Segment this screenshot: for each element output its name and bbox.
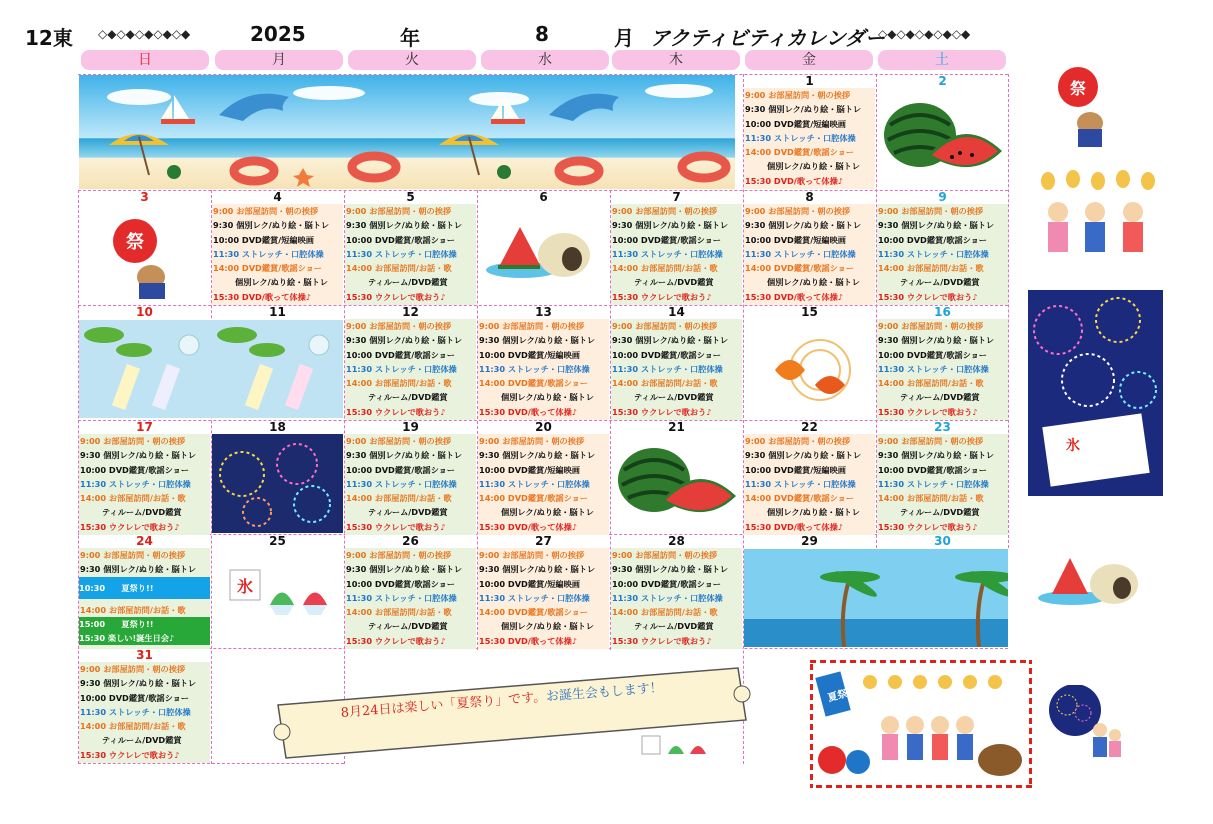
activity-line: ティルーム/DVD鑑賞 (634, 621, 714, 632)
activity-line: 15:30 ウクレレで歌おう♪ (80, 521, 180, 532)
activity-line: 個別レク/ぬり絵・脳トレ (501, 621, 594, 632)
activity-line: 11:30 ストレッチ・口腔体操 (745, 132, 856, 143)
activity-line: ティルーム/DVD鑑賞 (900, 392, 980, 403)
activity-line: 15:30 ウクレレで歌おう♪ (346, 635, 446, 646)
day-number: 25 (212, 535, 343, 548)
day-number: 12 (345, 306, 476, 319)
activity-line: 14:00 お部屋訪問/お話・歌 (346, 493, 452, 504)
activity-line: 15:30 楽しい!誕生日会♪ (79, 631, 210, 645)
activity-line: 10:00 DVD鑑賞/短編映画 (745, 118, 846, 129)
palm-beach-illustration (744, 549, 1008, 647)
activity-line: 11:30 ストレッチ・口腔体操 (612, 248, 723, 259)
day-number: 5 (345, 191, 476, 204)
activity-line: ティルーム/DVD鑑賞 (634, 277, 714, 288)
activity-line: 9:30 個別レク/ぬり絵・脳トレ (612, 220, 729, 231)
activity-line: 11:30 ストレッチ・口腔体操 (878, 248, 989, 259)
activity-line: 9:00 お部屋訪問・朝の挨拶 (346, 436, 452, 446)
activity-line: 11:30 ストレッチ・口腔体操 (612, 592, 723, 603)
activity-line: 9:30 個別レク/ぬり絵・脳トレ (745, 220, 862, 231)
day-number: 2 (877, 75, 1008, 88)
day-number: 28 (611, 535, 742, 548)
activity-list (346, 548, 475, 648)
activity-list (745, 434, 874, 534)
activity-line: 9:30 個別レク/ぬり絵・脳トレ (612, 335, 729, 346)
day-number: 8 (744, 191, 875, 204)
activity-line: 9:30 個別レク/ぬり絵・脳トレ (346, 335, 463, 346)
activity-line: 10:00 DVD鑑賞/短編映画 (745, 464, 846, 475)
day-number: 11 (212, 306, 343, 319)
activity-line: 10:00 DVD鑑賞/歌謡ショー (80, 464, 189, 475)
fireworks-family-icon (1045, 685, 1125, 760)
activity-line: 11:30 ストレッチ・口腔体操 (80, 706, 191, 717)
activity-line: 個別レク/ぬり絵・脳トレ (767, 507, 860, 518)
activity-list (346, 319, 475, 419)
day-number: 9 (877, 191, 1008, 204)
day-cell-7 (611, 191, 742, 305)
activity-line: 9:00 お部屋訪問・朝の挨拶 (479, 436, 585, 446)
activity-line: 14:00 お部屋訪問/お話・歌 (878, 263, 984, 274)
day-number: 27 (478, 535, 609, 548)
day-number: 18 (212, 421, 343, 434)
natsumatsuri-label: 夏祭り (826, 685, 859, 705)
activity-line: 9:00 お部屋訪問・朝の挨拶 (878, 321, 984, 331)
weekday-fri: 金 (745, 50, 873, 70)
activity-line: 11:30 ストレッチ・口腔体操 (479, 592, 590, 603)
activity-line: 9:00 お部屋訪問・朝の挨拶 (346, 550, 452, 560)
activity-line: 9:30 個別レク/ぬり絵・脳トレ (80, 678, 197, 689)
year-label: 年 (400, 26, 420, 50)
activity-line: 11:30 ストレッチ・口腔体操 (80, 478, 191, 489)
activity-line: ティルーム/DVD鑑賞 (900, 507, 980, 518)
day-cell-13 (478, 306, 609, 420)
day-cell-17 (79, 421, 210, 535)
activity-line: 9:30 個別レク/ぬり絵・脳トレ (745, 450, 862, 461)
activity-line: 11:30 ストレッチ・口腔体操 (479, 478, 590, 489)
activity-list (479, 319, 608, 419)
activity-line: 10:00 DVD鑑賞/歌謡ショー (346, 464, 455, 475)
watermelon-icon (880, 95, 1005, 185)
day-cell-31 (79, 649, 210, 763)
activity-line: 9:30 個別レク/ぬり絵・脳トレ (346, 220, 463, 231)
day-cell-22 (744, 421, 875, 535)
activity-line: 14:00 お部屋訪問/お話・歌 (612, 607, 718, 618)
day-cell-23 (877, 421, 1008, 535)
weekday-mon: 月 (215, 50, 343, 70)
activity-line: 9:00 お部屋訪問・朝の挨拶 (878, 436, 984, 446)
day-cell-19 (345, 421, 476, 535)
activity-line: 11:30 ストレッチ・口腔体操 (745, 248, 856, 259)
day-number: 16 (877, 306, 1008, 319)
header-decoration-left: ◇◆◇◆◇◆◇◆◇◆ (98, 27, 191, 41)
activity-line: 14:00 DVD鑑賞/歌謡ショー (479, 378, 588, 389)
day-cell-26 (345, 535, 476, 649)
day-cell-20 (478, 421, 609, 535)
activity-line: 11:30 ストレッチ・口腔体操 (346, 478, 457, 489)
activity-line: ティルーム/DVD鑑賞 (368, 621, 448, 632)
activity-line: 9:30 個別レク/ぬり絵・脳トレ (346, 450, 463, 461)
activity-line: 11:30 ストレッチ・口腔体操 (346, 248, 457, 259)
weekday-wed: 水 (481, 50, 609, 70)
beach-illustration (79, 75, 735, 189)
activity-line: 15:30 ウクレレで歌おう♪ (612, 291, 712, 302)
activity-line: 9:30 個別レク/ぬり絵・脳トレ (213, 220, 330, 231)
activity-line: ティルーム/DVD鑑賞 (368, 392, 448, 403)
activity-line: 個別レク/ぬり絵・脳トレ (501, 507, 594, 518)
header-decoration-right: ◇◆◇◆◇◆◇◆◇◆ (878, 27, 971, 41)
activity-line: 10:00 DVD鑑賞/歌謡ショー (612, 578, 721, 589)
activity-list (878, 434, 1007, 534)
activity-line: 14:00 お部屋訪問/お話・歌 (346, 263, 452, 274)
activity-line: 10:00 DVD鑑賞/短編映画 (213, 234, 314, 245)
calendar-month: 8 (535, 22, 549, 46)
activity-list (479, 548, 608, 648)
activity-line: 14:00 DVD鑑賞/歌謡ショー (745, 147, 854, 158)
banner-text: 8月24日は楽しい「夏祭り」です。お誕生会もします！ (340, 680, 664, 721)
activity-line: 11:30 ストレッチ・口腔体操 (878, 363, 989, 374)
activity-line: 9:00 お部屋訪問・朝の挨拶 (745, 436, 851, 446)
activity-line: ティルーム/DVD鑑賞 (900, 277, 980, 288)
activity-line: 15:30 ウクレレで歌おう♪ (80, 749, 180, 760)
activity-line: 15:30 DVD/歌って体操♪ (479, 521, 577, 532)
activity-line: 14:00 お部屋訪問/お話・歌 (612, 378, 718, 389)
activity-line: 9:00 お部屋訪問・朝の挨拶 (612, 206, 718, 216)
activity-line: 9:00 お部屋訪問・朝の挨拶 (80, 436, 186, 446)
day-cell-12 (345, 306, 476, 420)
activity-list (612, 204, 741, 304)
activity-list (80, 434, 209, 534)
fireworks-icon (212, 434, 343, 533)
activity-line: 9:00 お部屋訪問・朝の挨拶 (346, 206, 452, 216)
activity-list (878, 204, 1007, 304)
goldfish-icon (765, 330, 855, 410)
activity-line: 14:00 お部屋訪問/お話・歌 (346, 378, 452, 389)
activity-line: 15:30 ウクレレで歌おう♪ (346, 406, 446, 417)
activity-line: ティルーム/DVD鑑賞 (368, 507, 448, 518)
day-cell-1 (744, 75, 875, 189)
shaved-ice-icon (225, 565, 335, 630)
day-cell-14 (611, 306, 742, 420)
activity-line: 14:00 DVD鑑賞/歌謡ショー (745, 263, 854, 274)
activity-line: 15:30 ウクレレで歌おう♪ (878, 521, 978, 532)
activity-line: 15:30 DVD/歌って体操♪ (213, 291, 311, 302)
activity-line: 14:00 DVD鑑賞/歌謡ショー (745, 493, 854, 504)
activity-line: 9:00 お部屋訪問・朝の挨拶 (745, 90, 851, 100)
activity-line: 15:30 ウクレレで歌おう♪ (612, 635, 712, 646)
day-number: 13 (478, 306, 609, 319)
activity-line: 10:00 DVD鑑賞/短編映画 (479, 349, 580, 360)
activity-list (612, 319, 741, 419)
activity-line: 14:00 お部屋訪問/お話・歌 (346, 607, 452, 618)
activity-line: ティルーム/DVD鑑賞 (102, 735, 182, 746)
day-cell-4 (212, 191, 343, 305)
day-number: 7 (611, 191, 742, 204)
day-cell-24 (79, 535, 210, 649)
activity-line: 9:30 個別レク/ぬり絵・脳トレ (479, 564, 596, 575)
activity-line: 14:00 DVD鑑賞/歌謡ショー (213, 263, 322, 274)
activity-list (878, 319, 1007, 419)
activity-line: 14:00 お部屋訪問/お話・歌 (878, 378, 984, 389)
activity-line: 11:30 ストレッチ・口腔体操 (745, 478, 856, 489)
activity-line: 14:00 お部屋訪問/お話・歌 (80, 721, 186, 732)
activity-line: 9:30 個別レク/ぬり絵・脳トレ (745, 104, 862, 115)
day-number: 24 (79, 535, 210, 548)
activity-line: 10:00 DVD鑑賞/歌謡ショー (612, 234, 721, 245)
month-label: 月 (614, 26, 634, 50)
activity-list (745, 88, 874, 188)
activity-line: 10:00 DVD鑑賞/歌謡ショー (346, 349, 455, 360)
activity-list (346, 434, 475, 534)
watermelon-mosquito-coil-icon (482, 215, 602, 285)
activity-line: 10:00 DVD鑑賞/歌謡ショー (878, 349, 987, 360)
day-cell-8 (744, 191, 875, 305)
activity-line: 9:30 個別レク/ぬり絵・脳トレ (479, 335, 596, 346)
activity-list (213, 204, 342, 304)
day-number: 20 (478, 421, 609, 434)
activity-line: 9:00 お部屋訪問・朝の挨拶 (80, 550, 186, 560)
day-number: 23 (877, 421, 1008, 434)
activity-line: 10:00 DVD鑑賞/歌謡ショー (612, 349, 721, 360)
activity-line: 10:00 DVD鑑賞/歌謡ショー (346, 578, 455, 589)
activity-line: 15:30 ウクレレで歌おう♪ (612, 406, 712, 417)
activity-line: 個別レク/ぬり絵・脳トレ (767, 161, 860, 172)
day-cell-9 (877, 191, 1008, 305)
activity-line: 9:30 個別レク/ぬり絵・脳トレ (878, 220, 995, 231)
activity-line: 9:00 お部屋訪問・朝の挨拶 (745, 206, 851, 216)
activity-list (479, 434, 608, 534)
day-number: 3 (79, 191, 210, 204)
activity-line: 9:00 お部屋訪問・朝の挨拶 (479, 321, 585, 331)
weekday-sat: 土 (878, 50, 1006, 70)
activity-line: 14:00 DVD鑑賞/歌謡ショー (479, 607, 588, 618)
activity-line: 9:30 個別レク/ぬり絵・脳トレ (346, 564, 463, 575)
activity-line: 10:30 夏祭り!! (79, 577, 210, 599)
activity-line: 9:30 個別レク/ぬり絵・脳トレ (878, 335, 995, 346)
day-number: 6 (478, 191, 609, 204)
day-number: 17 (79, 421, 210, 434)
activity-line: 14:00 DVD鑑賞/歌謡ショー (479, 493, 588, 504)
festival-poster-icon (810, 660, 1032, 788)
activity-list (80, 548, 209, 645)
day-number: 21 (611, 421, 742, 434)
day-number: 30 (877, 535, 1008, 548)
activity-line: 9:00 お部屋訪問・朝の挨拶 (878, 206, 984, 216)
activity-line: 個別レク/ぬり絵・脳トレ (767, 277, 860, 288)
activity-line: 9:00 お部屋訪問・朝の挨拶 (479, 550, 585, 560)
activity-line: 11:30 ストレッチ・口腔体操 (479, 363, 590, 374)
day-number: 14 (611, 306, 742, 319)
activity-line: 15:30 ウクレレで歌おう♪ (878, 406, 978, 417)
activity-line: 9:30 個別レク/ぬり絵・脳トレ (80, 564, 197, 575)
day-number: 15 (744, 306, 875, 319)
activity-line: 9:30 個別レク/ぬり絵・脳トレ (479, 450, 596, 461)
activity-line: 15:30 ウクレレで歌おう♪ (346, 291, 446, 302)
activity-line: 9:30 個別レク/ぬり絵・脳トレ (80, 450, 197, 461)
activity-line: 15:00 夏祭り!! (79, 617, 210, 631)
ice-flag-side-label: 氷 (1066, 438, 1080, 454)
activity-list (346, 204, 475, 304)
activity-line: 14:00 お部屋訪問/お話・歌 (878, 493, 984, 504)
activity-line: 個別レク/ぬり絵・脳トレ (501, 392, 594, 403)
activity-line: 10:00 DVD鑑賞/歌謡ショー (878, 234, 987, 245)
activity-line: 個別レク/ぬり絵・脳トレ (235, 277, 328, 288)
day-number: 1 (744, 75, 875, 88)
activity-line: 11:30 ストレッチ・口腔体操 (878, 478, 989, 489)
matsuri-side-label: 祭 (1069, 79, 1087, 98)
calendar-year: 2025 (250, 22, 306, 46)
activity-line: 10:00 DVD鑑賞/短編映画 (479, 464, 580, 475)
activity-line: 14:00 お部屋訪問/お話・歌 (80, 493, 186, 504)
activity-line: 15:30 ウクレレで歌おう♪ (878, 291, 978, 302)
activity-line: 9:30 個別レク/ぬり絵・脳トレ (878, 450, 995, 461)
wind-chime-illustration (79, 320, 343, 418)
activity-line: 10:00 DVD鑑賞/歌謡ショー (878, 464, 987, 475)
day-number: 29 (744, 535, 875, 548)
weekday-thu: 木 (612, 50, 740, 70)
watermelon-icon-2 (614, 440, 739, 530)
activity-list (612, 548, 741, 648)
activity-line: 15:30 DVD/歌って体操♪ (745, 291, 843, 302)
day-number: 31 (79, 649, 210, 662)
fireworks-side-icon (1028, 290, 1163, 496)
activity-line: 10:00 DVD鑑賞/歌謡ショー (80, 692, 189, 703)
activity-line: 15:30 DVD/歌って体操♪ (745, 175, 843, 186)
day-number: 22 (744, 421, 875, 434)
activity-line: 15:30 DVD/歌って体操♪ (745, 521, 843, 532)
day-cell-28 (611, 535, 742, 649)
activity-line: 15:30 ウクレレで歌おう♪ (346, 521, 446, 532)
watermelon-coil-side-icon (1032, 550, 1147, 610)
ice-flag-label: 氷 (236, 577, 254, 596)
activity-line: 15:30 DVD/歌って体操♪ (479, 635, 577, 646)
activity-line: 11:30 ストレッチ・口腔体操 (213, 248, 324, 259)
weekday-tue: 火 (348, 50, 476, 70)
activity-line: 9:00 お部屋訪問・朝の挨拶 (612, 321, 718, 331)
activity-line: 9:00 お部屋訪問・朝の挨拶 (612, 550, 718, 560)
day-number: 4 (212, 191, 343, 204)
activity-line: 11:30 ストレッチ・口腔体操 (612, 363, 723, 374)
activity-line: ティルーム/DVD鑑賞 (634, 392, 714, 403)
activity-line: 9:00 お部屋訪問・朝の挨拶 (80, 664, 186, 674)
activity-line: 11:30 ストレッチ・口腔体操 (346, 363, 457, 374)
day-number: 19 (345, 421, 476, 434)
matsuri-label: 祭 (126, 232, 144, 253)
activity-list (80, 662, 209, 762)
activity-line: 10:00 DVD鑑賞/短編映画 (479, 578, 580, 589)
activity-line: 10:00 DVD鑑賞/歌謡ショー (346, 234, 455, 245)
unit-label: 12東 (25, 26, 73, 50)
weekday-sun: 日 (81, 50, 209, 70)
festival-kids-icon (1033, 167, 1160, 262)
activity-line: ティルーム/DVD鑑賞 (102, 507, 182, 518)
activity-line: 11:30 ストレッチ・口腔体操 (346, 592, 457, 603)
activity-line: 14:00 お部屋訪問/お話・歌 (80, 604, 186, 615)
festival-fan-icon (105, 215, 175, 300)
day-cell-27 (478, 535, 609, 649)
activity-line: 10:00 DVD鑑賞/短編映画 (745, 234, 846, 245)
day-number: 10 (79, 306, 210, 319)
activity-line: 9:30 個別レク/ぬり絵・脳トレ (612, 564, 729, 575)
day-cell-16 (877, 306, 1008, 420)
festival-fan-side-icon (1050, 65, 1110, 150)
day-cell-5 (345, 191, 476, 305)
day-number: 26 (345, 535, 476, 548)
activity-line: 15:30 DVD/歌って体操♪ (479, 406, 577, 417)
activity-line: 14:00 お部屋訪問/お話・歌 (612, 263, 718, 274)
activity-line: 9:00 お部屋訪問・朝の挨拶 (346, 321, 452, 331)
activity-line: 9:00 お部屋訪問・朝の挨拶 (213, 206, 319, 216)
activity-line: ティルーム/DVD鑑賞 (368, 277, 448, 288)
calendar-title: アクティビティカレンダー (650, 26, 885, 50)
activity-list (745, 204, 874, 304)
